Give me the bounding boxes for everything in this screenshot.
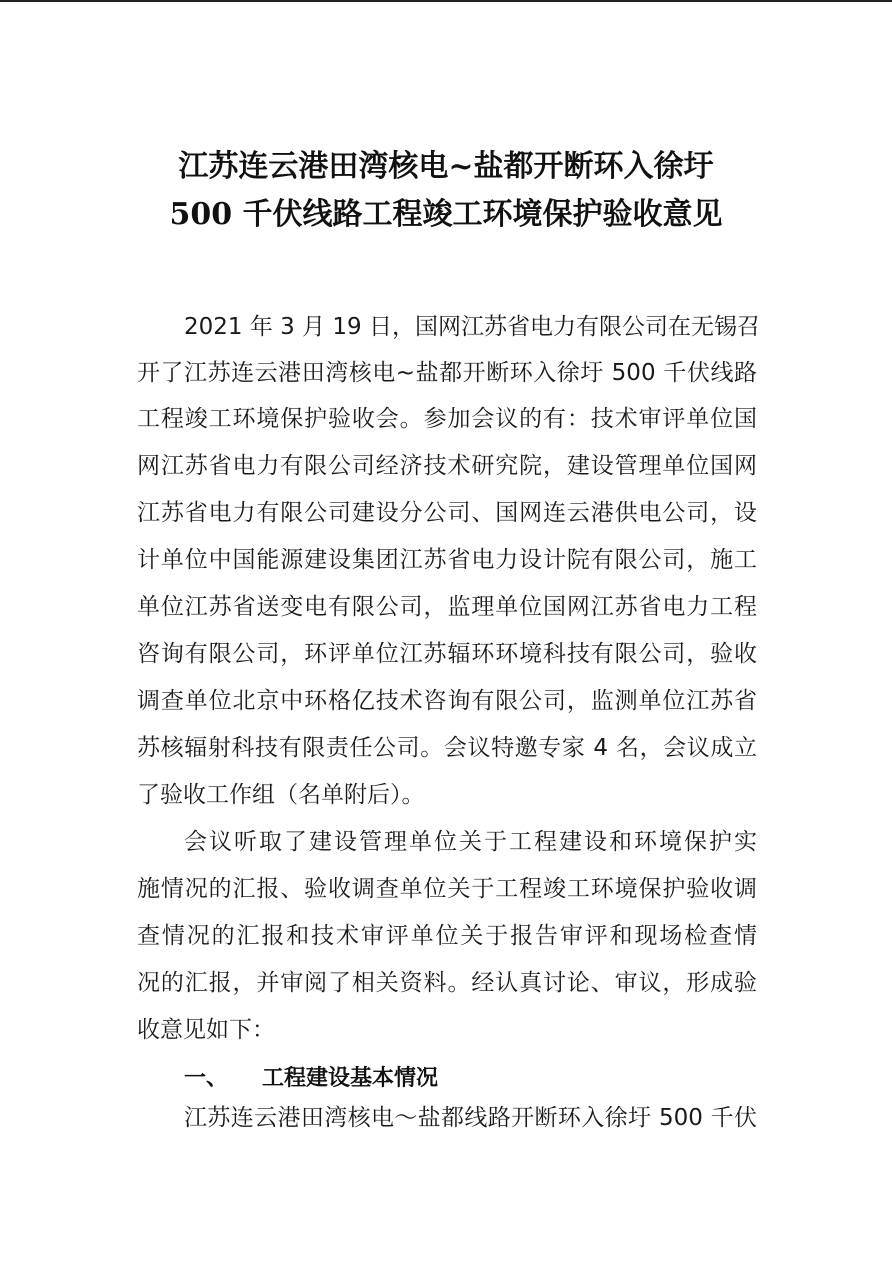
paragraph-line: 单位江苏省送变电有限公司，监理单位国网江苏省电力工程 — [137, 594, 757, 620]
paragraph-line: 调查单位北京中环格亿技术咨询有限公司，监测单位江苏省 — [137, 688, 757, 714]
paragraph-line: 开了江苏连云港田湾核电~盐都开断环入徐圩 500 千伏线路 — [137, 360, 757, 386]
title-line-1: 江苏连云港田湾核电~盐都开断环入徐圩 — [178, 149, 714, 184]
paragraph-line: 咨询有限公司，环评单位江苏辐环环境科技有限公司，验收 — [137, 641, 757, 667]
paragraph-line: 了验收工作组（名单附后）。 — [137, 782, 425, 808]
paragraph-line: 会议听取了建设管理单位关于工程建设和环境保护实 — [184, 829, 757, 855]
paragraph-line: 查情况的汇报和技术审评单位关于报告审评和现场检查情 — [137, 923, 757, 949]
section-heading — [184, 1064, 438, 1094]
section-title: 工程建设基本情况 — [262, 1066, 439, 1091]
paragraph-line: 计单位中国能源建设集团江苏省电力设计院有限公司，施工 — [137, 547, 757, 573]
paragraph-line: 收意见如下： — [137, 1017, 275, 1043]
paragraph-line: 2021 年 3 月 19 日，国网江苏省电力有限公司在无锡召 — [184, 314, 760, 340]
paragraph-line: 苏核辐射科技有限责任公司。会议特邀专家 4 名，会议成立 — [137, 735, 757, 761]
paragraph-line: 网江苏省电力有限公司经济技术研究院，建设管理单位国网 — [137, 453, 757, 479]
title-line-2: 500 千伏线路工程竣工环境保护验收意见 — [169, 197, 723, 232]
section-number: 一、 — [184, 1066, 229, 1091]
paragraph-line: 施情况的汇报、验收调查单位关于工程竣工环境保护验收调 — [137, 876, 757, 902]
paragraph-line: 江苏连云港田湾核电～盐都线路开断环入徐圩 500 千伏 — [184, 1105, 757, 1131]
paragraph-line: 况的汇报，并审阅了相关资料。经认真讨论、审议，形成验 — [137, 970, 757, 996]
paragraph-line: 工程竣工环境保护验收会。参加会议的有：技术审评单位国 — [137, 406, 757, 432]
paragraph-line: 江苏省电力有限公司建设分公司、国网连云港供电公司，设 — [137, 500, 757, 526]
